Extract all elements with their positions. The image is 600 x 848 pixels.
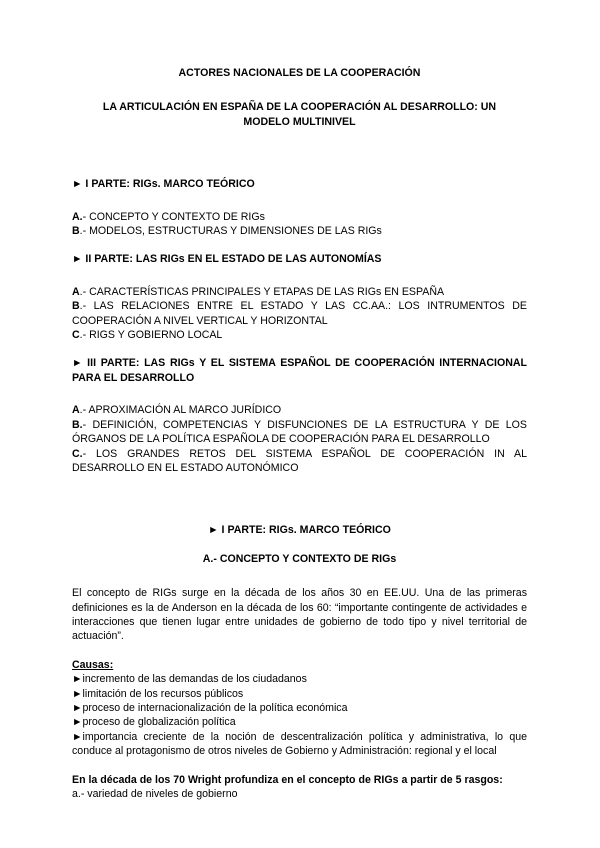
item-letter: B [72, 300, 80, 313]
item-text: .- LAS RELACIONES ENTRE EL ESTADO Y LAS CC.AA.: LOS INTRUMENTOS DE COOPERACIÓN A NIVEL VERTICAL Y HORIZONTAL [72, 300, 527, 327]
outline-part2-item-c [72, 328, 527, 342]
outline-part2-list [72, 285, 527, 343]
intro-paragraph: El concepto de RIGs surge en la década de los años 30 en EE.UU. Una de las primeras definiciones es la de Anderson en la década de los 60: “importante contingente de actividades e interacciones que tienen lugar entre unidades de gobierno de todo tipo y nivel territorial de actuación”. [72, 587, 527, 643]
outline-part1-item-a [72, 210, 527, 224]
item-text: .- CARACTERÍSTICAS PRINCIPALES Y ETAPAS DE LAS RIGs EN ESPAÑA [79, 285, 445, 298]
wright-heading: En la década de los 70 Wright profundiza en el concepto de RIGs a partir de 5 rasgos: [72, 773, 503, 786]
item-text: .- APROXIMACIÓN AL MARCO JURÍDICO [79, 404, 282, 417]
item-text: .- RIGS Y GOBIERNO LOCAL [79, 329, 223, 342]
item-letter: C [72, 329, 80, 342]
item-letter: A [72, 285, 80, 298]
item-letter: B [72, 225, 80, 238]
outline-part1-item-b [72, 224, 527, 238]
causes-label: Causas: [72, 658, 114, 671]
document-title: ACTORES NACIONALES DE LA COOPERACIÓN [178, 67, 421, 79]
section-heading: ► I PARTE: RIGs. MARCO TEÓRICO [208, 524, 391, 537]
outline-part1-list [72, 210, 527, 239]
document-page [72, 66, 527, 801]
cause-item: ►importancia creciente de la noción de descentralización política y administrativa, lo que conduce al protagonismo de otros niveles de Gobierno y Administración: regional y el local [72, 730, 527, 758]
section-subheading: A.- CONCEPTO Y CONTEXTO DE RIGs [202, 552, 397, 565]
item-text: - CONCEPTO Y CONTEXTO DE RIGs [82, 210, 265, 223]
item-letter: A. [72, 210, 83, 223]
item-letter: A [72, 404, 80, 417]
outline-part2-item-a [72, 285, 527, 299]
outline-part3-heading: ► III PARTE: LAS RIGs Y EL SISTEMA ESPAÑOL DE COOPERACIÓN INTERNACIONAL PARA EL DESARROLLO [72, 357, 527, 384]
item-text: - DEFINICIÓN, COMPETENCIAS Y DISFUNCIONES DE LA ESTRUCTURA Y DE LOS ÓRGANOS DE LA POLÍTICA ESPAÑOLA DE COOPERACIÓN PARA EL DESARROLLO [72, 418, 527, 446]
item-letter: C. [72, 447, 83, 460]
cause-item: ►incremento de las demandas de los ciudadanos [72, 673, 307, 686]
outline-part1-heading: ► I PARTE: RIGs. MARCO TEÓRICO [72, 178, 255, 191]
outline-part2-heading: ► II PARTE: LAS RIGs EN EL ESTADO DE LAS AUTONOMÍAS [72, 253, 382, 266]
item-text: .- MODELOS, ESTRUCTURAS Y DIMENSIONES DE LAS RIGs [79, 225, 382, 238]
item-text: - LOS GRANDES RETOS DEL SISTEMA ESPAÑOL DE COOPERACIÓN IN AL DESARROLLO EN EL ESTADO AUTONÓMICO [72, 447, 527, 474]
cause-item: ►proceso de internacionalización de la política económica [72, 701, 348, 714]
outline-part3-item-c [72, 447, 527, 476]
cause-item: ►limitación de los recursos públicos [72, 687, 244, 700]
cause-item: ►proceso de globalización política [72, 716, 236, 729]
document-subtitle: LA ARTICULACIÓN EN ESPAÑA DE LA COOPERACIÓN AL DESARROLLO: UN MODELO MULTINIVEL [102, 101, 497, 128]
outline-part2-item-b [72, 299, 527, 328]
outline-part3-list [72, 403, 527, 475]
outline-part3-item-b [72, 418, 527, 447]
causes-list [72, 672, 527, 758]
wright-item: a.- variedad de niveles de gobierno [72, 788, 238, 800]
item-letter: B. [72, 418, 83, 431]
outline-part3-item-a [72, 403, 527, 417]
